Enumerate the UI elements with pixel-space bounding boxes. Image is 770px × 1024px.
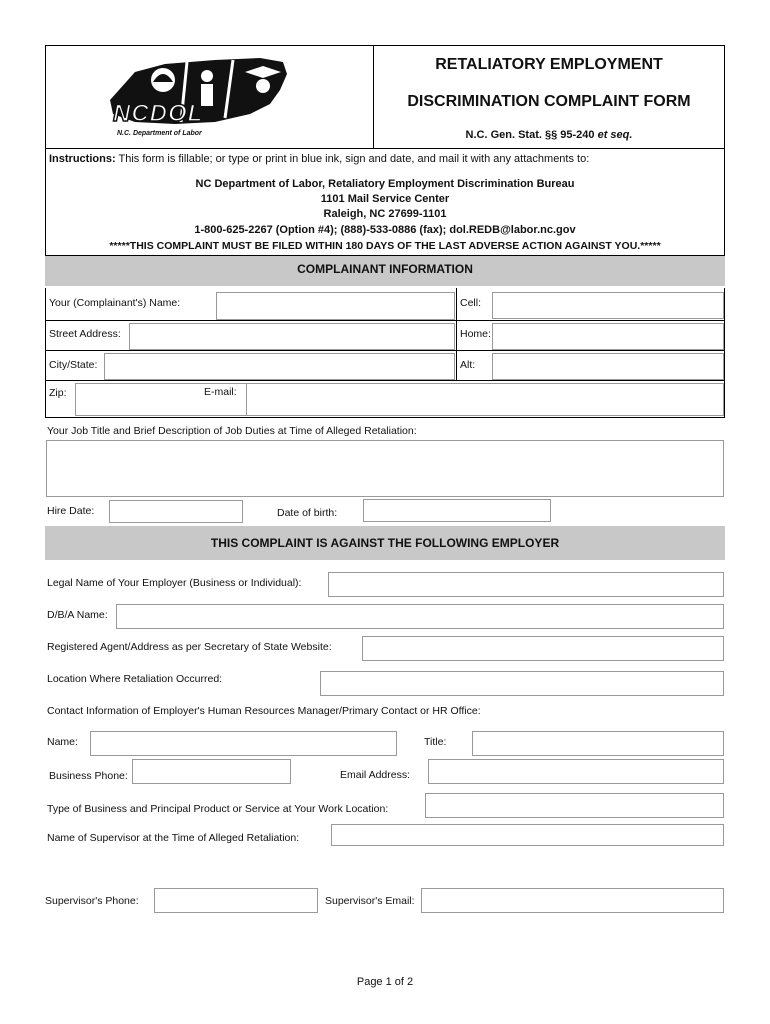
- contact-line: 1-800-625-2267 (Option #4); (888)-533-0886 (fax); dol.REDB@labor.nc.gov: [194, 224, 576, 236]
- zip-label: Zip:: [49, 387, 67, 399]
- supervisor-email-field[interactable]: [421, 888, 724, 913]
- supervisor-phone-field[interactable]: [154, 888, 318, 913]
- cell-label: Cell:: [460, 297, 482, 309]
- row-divider: [45, 380, 725, 381]
- supervisor-email-label: Supervisor's Email:: [325, 895, 415, 907]
- street-field[interactable]: [129, 323, 455, 350]
- supervisor-name-field[interactable]: [331, 824, 724, 846]
- complainant-section-title: COMPLAINANT INFORMATION: [45, 256, 725, 286]
- logo-subtext: N.C. Department of Labor: [117, 130, 202, 137]
- row-divider: [45, 350, 725, 351]
- instructions-label: Instructions:: [49, 153, 116, 165]
- legal-name-field[interactable]: [328, 572, 724, 597]
- home-label: Home:: [460, 328, 491, 340]
- dba-label: D/B/A Name:: [47, 609, 108, 621]
- agent-field[interactable]: [362, 636, 724, 661]
- statute-reference: [373, 129, 725, 141]
- address-line3: Raleigh, NC 27699-1101: [323, 208, 447, 220]
- alt-label: Alt:: [460, 359, 476, 371]
- instructions: [49, 153, 589, 165]
- dob-field[interactable]: [363, 499, 551, 522]
- job-description-field[interactable]: [46, 440, 724, 497]
- alt-field[interactable]: [492, 353, 724, 380]
- page-number: Page 1 of 2: [356, 976, 414, 988]
- email-field[interactable]: [246, 383, 724, 416]
- email-label: E-mail:: [204, 386, 237, 398]
- complainant-name-field[interactable]: [216, 292, 455, 320]
- dob-label: Date of birth:: [277, 507, 338, 519]
- address-line2: 1101 Mail Service Center: [320, 193, 450, 205]
- form-title-line2: DISCRIMINATION COMPLAINT FORM: [407, 93, 691, 110]
- location-label: Location Where Retaliation Occurred:: [47, 673, 223, 685]
- form-title-line1: RETALIATORY EMPLOYMENT: [435, 56, 663, 73]
- hr-title-field[interactable]: [472, 731, 724, 756]
- street-label: Street Address:: [49, 328, 121, 340]
- hire-date-label: Hire Date:: [47, 505, 95, 517]
- instructions-text: This form is fillable; or type or print in blue ink, sign and date, and mail it with any attachments to:: [118, 153, 590, 165]
- statute-suffix: et seq.: [597, 129, 633, 141]
- supervisor-phone-label: Supervisor's Phone:: [45, 895, 139, 907]
- business-type-label: Type of Business and Principal Product or Service at Your Work Location:: [47, 803, 389, 815]
- city-label: City/State:: [49, 359, 98, 371]
- address-line1: NC Department of Labor, Retaliatory Employment Discrimination Bureau: [195, 178, 575, 190]
- hr-email-field[interactable]: [428, 759, 724, 784]
- nc-state-map-icon: [95, 52, 295, 142]
- hire-date-field[interactable]: [109, 500, 243, 523]
- ncdol-logo: [95, 52, 295, 142]
- business-phone-field[interactable]: [132, 759, 291, 784]
- logo-text: NCDOL: [113, 100, 204, 127]
- business-phone-label: Business Phone:: [49, 770, 128, 782]
- supervisor-name-label: Name of Supervisor at the Time of Alleged Retaliation:: [47, 832, 300, 844]
- hr-title-label: Title:: [424, 736, 447, 748]
- city-field[interactable]: [104, 353, 455, 380]
- dba-field[interactable]: [116, 604, 724, 629]
- hr-name-field[interactable]: [90, 731, 397, 756]
- complainant-name-label: Your (Complainant's) Name:: [49, 297, 181, 309]
- business-type-field[interactable]: [425, 793, 724, 818]
- deadline-warning: *****THIS COMPLAINT MUST BE FILED WITHIN 180 DAYS OF THE LAST ADVERSE ACTION AGAINST YOU.*****: [109, 240, 661, 252]
- hr-email-label: Email Address:: [340, 769, 411, 781]
- job-description-label: Your Job Title and Brief Description of Job Duties at Time of Alleged Retaliation:: [47, 425, 417, 437]
- statute-prefix: N.C. Gen. Stat. §§ 95-240: [465, 129, 595, 141]
- cell-field[interactable]: [492, 292, 724, 319]
- legal-name-label: Legal Name of Your Employer (Business or Individual):: [47, 577, 302, 589]
- hr-name-label: Name:: [47, 736, 78, 748]
- column-divider: [456, 288, 457, 380]
- agent-label: Registered Agent/Address as per Secretary of State Website:: [47, 641, 332, 653]
- location-field[interactable]: [320, 671, 724, 696]
- row-divider: [45, 320, 725, 321]
- hr-contact-label: Contact Information of Employer's Human Resources Manager/Primary Contact or HR Office:: [47, 705, 481, 717]
- home-field[interactable]: [492, 323, 724, 350]
- employer-section-title: THIS COMPLAINT IS AGAINST THE FOLLOWING EMPLOYER: [45, 526, 725, 560]
